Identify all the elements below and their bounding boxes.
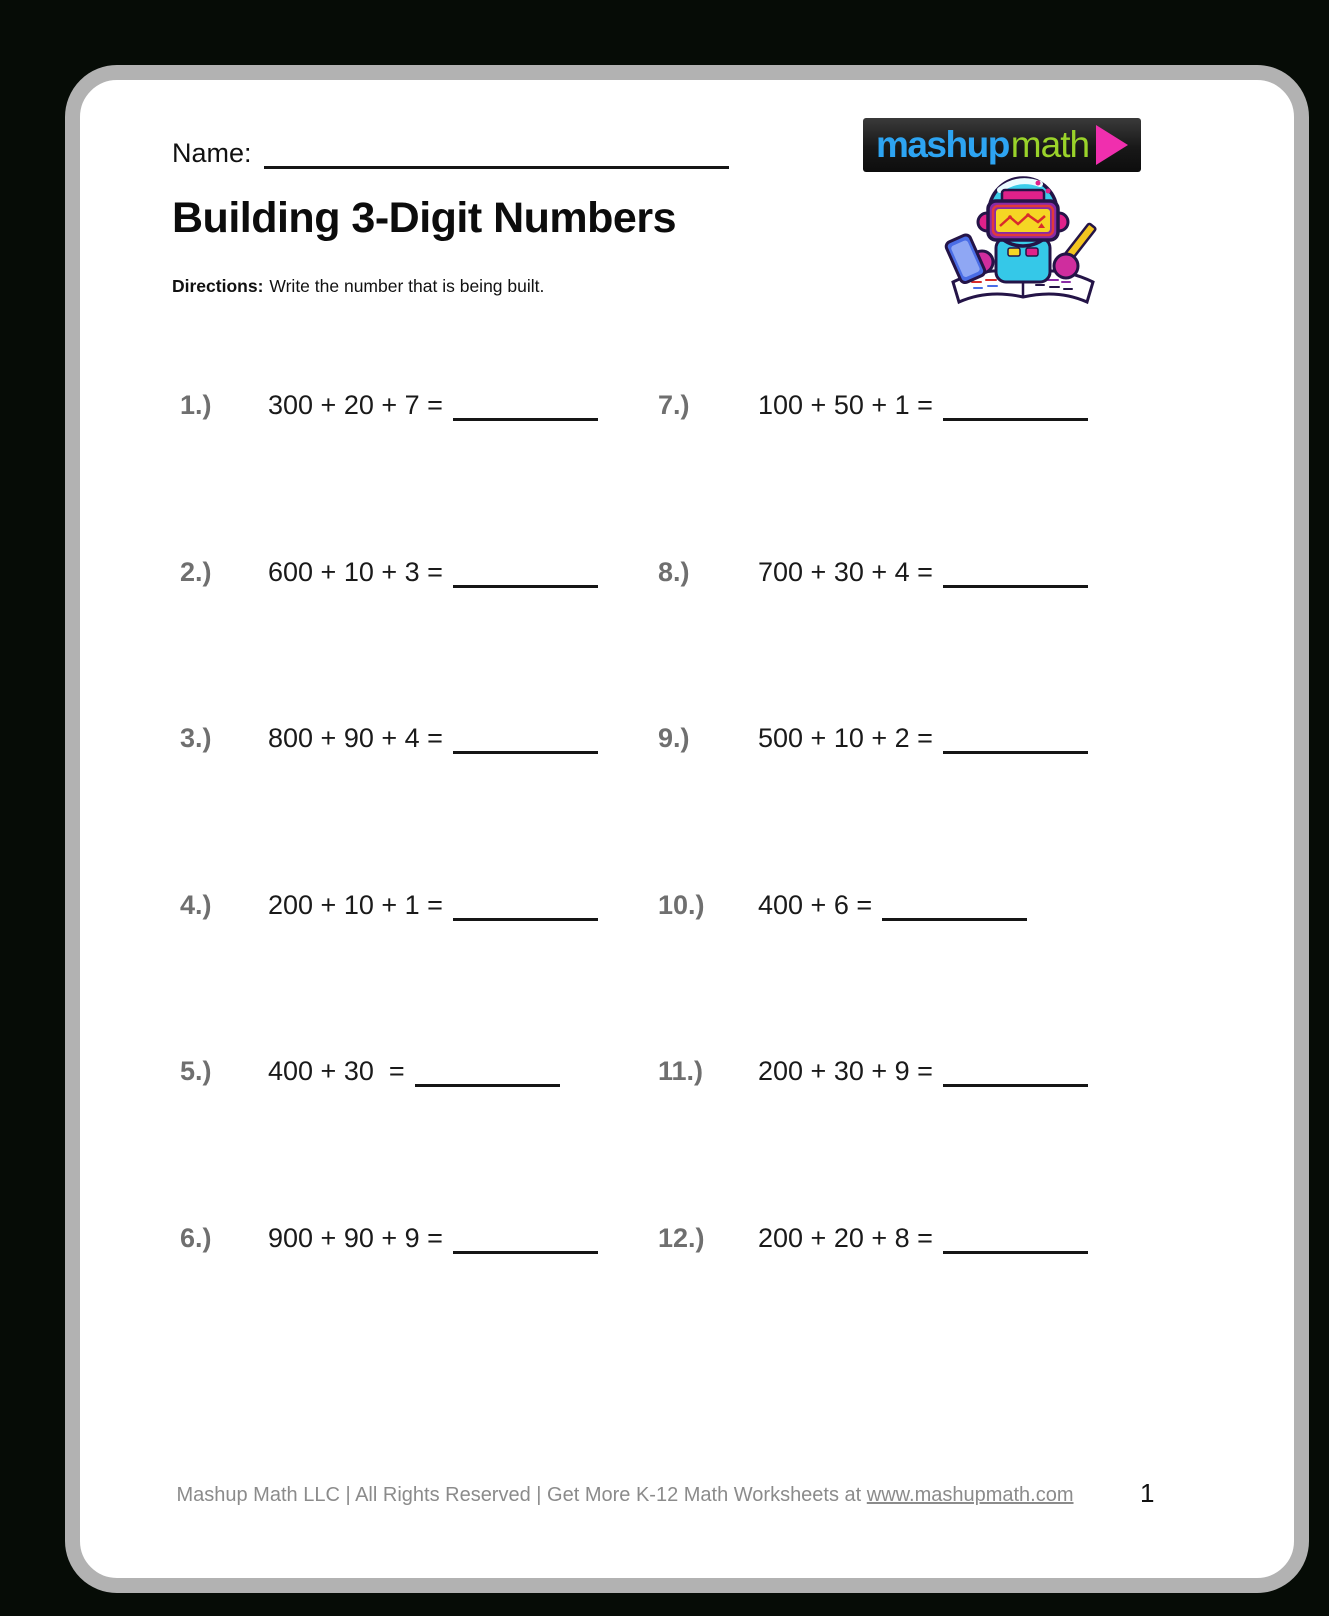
problem-number: 11.) xyxy=(658,1056,704,1087)
worksheet-title: Building 3-Digit Numbers xyxy=(172,194,676,242)
problem-expression: 200 + 30 + 9 = xyxy=(758,1056,933,1087)
footer xyxy=(80,1484,1170,1507)
problem-1 xyxy=(180,388,658,421)
problem-9 xyxy=(658,721,1088,754)
phone-icon xyxy=(945,233,987,284)
problem-expression: 300 + 20 + 7 = xyxy=(268,390,443,421)
answer-blank[interactable] xyxy=(453,388,598,421)
answer-blank[interactable] xyxy=(943,388,1088,421)
problem-number: 4.) xyxy=(180,889,212,920)
answer-blank[interactable] xyxy=(453,1221,598,1254)
problem-number: 7.) xyxy=(658,390,690,421)
name-row xyxy=(172,134,729,169)
problem-number: 10.) xyxy=(658,889,705,920)
name-input-line[interactable] xyxy=(264,134,729,169)
problem-number: 8.) xyxy=(658,556,690,587)
problem-number: 5.) xyxy=(180,1056,212,1087)
problem-number: 12.) xyxy=(658,1222,705,1253)
problem-number: 9.) xyxy=(658,723,690,754)
problem-expression: 900 + 90 + 9 = xyxy=(268,1222,443,1253)
problem-expression: 200 + 10 + 1 = xyxy=(268,889,443,920)
footer-text: Mashup Math LLC | All Rights Reserved | Get More K-12 Math Worksheets at xyxy=(176,1484,867,1506)
logo-word-math: math xyxy=(1010,124,1090,165)
problem-expression: 400 + 30 = xyxy=(268,1056,405,1087)
footer-link[interactable]: www.mashupmath.com xyxy=(866,1484,1074,1506)
problem-expression: 500 + 10 + 2 = xyxy=(758,723,933,754)
robot-mascot-illustration xyxy=(938,170,1108,315)
answer-blank[interactable] xyxy=(453,888,598,921)
worksheet-page xyxy=(65,65,1309,1593)
problem-expression: 200 + 20 + 8 = xyxy=(758,1222,933,1253)
answer-blank[interactable] xyxy=(453,721,598,754)
problem-expression: 700 + 30 + 4 = xyxy=(758,556,933,587)
problem-10 xyxy=(658,888,1088,921)
problem-7 xyxy=(658,388,1088,421)
problem-2 xyxy=(180,555,658,588)
play-triangle-icon xyxy=(1096,125,1128,165)
problem-number: 2.) xyxy=(180,556,212,587)
mashupmath-logo xyxy=(863,118,1141,172)
answer-blank[interactable] xyxy=(882,888,1027,921)
problem-expression: 800 + 90 + 4 = xyxy=(268,723,443,754)
problems-grid xyxy=(180,388,1088,1387)
problem-5 xyxy=(180,1054,658,1087)
problem-expression: 600 + 10 + 3 = xyxy=(268,556,443,587)
answer-blank[interactable] xyxy=(943,1221,1088,1254)
problem-11 xyxy=(658,1054,1088,1087)
problem-12 xyxy=(658,1221,1088,1254)
problem-6 xyxy=(180,1221,658,1254)
answer-blank[interactable] xyxy=(415,1054,560,1087)
problem-expression: 100 + 50 + 1 = xyxy=(758,390,933,421)
problem-number: 3.) xyxy=(180,723,212,754)
problem-4 xyxy=(180,888,658,921)
problem-number: 1.) xyxy=(180,390,212,421)
logo-word-mashup: mashup xyxy=(875,124,1009,165)
directions xyxy=(172,276,544,297)
answer-blank[interactable] xyxy=(943,555,1088,588)
problem-expression: 400 + 6 = xyxy=(758,889,873,920)
problem-number: 6.) xyxy=(180,1222,212,1253)
answer-blank[interactable] xyxy=(943,721,1088,754)
directions-text: Write the number that is being built. xyxy=(269,276,545,296)
name-label: Name: xyxy=(172,138,252,168)
page-number: 1 xyxy=(1140,1478,1155,1508)
problem-3 xyxy=(180,721,658,754)
answer-blank[interactable] xyxy=(453,555,598,588)
directions-label: Directions: xyxy=(172,276,264,296)
problem-8 xyxy=(658,555,1088,588)
answer-blank[interactable] xyxy=(943,1054,1088,1087)
